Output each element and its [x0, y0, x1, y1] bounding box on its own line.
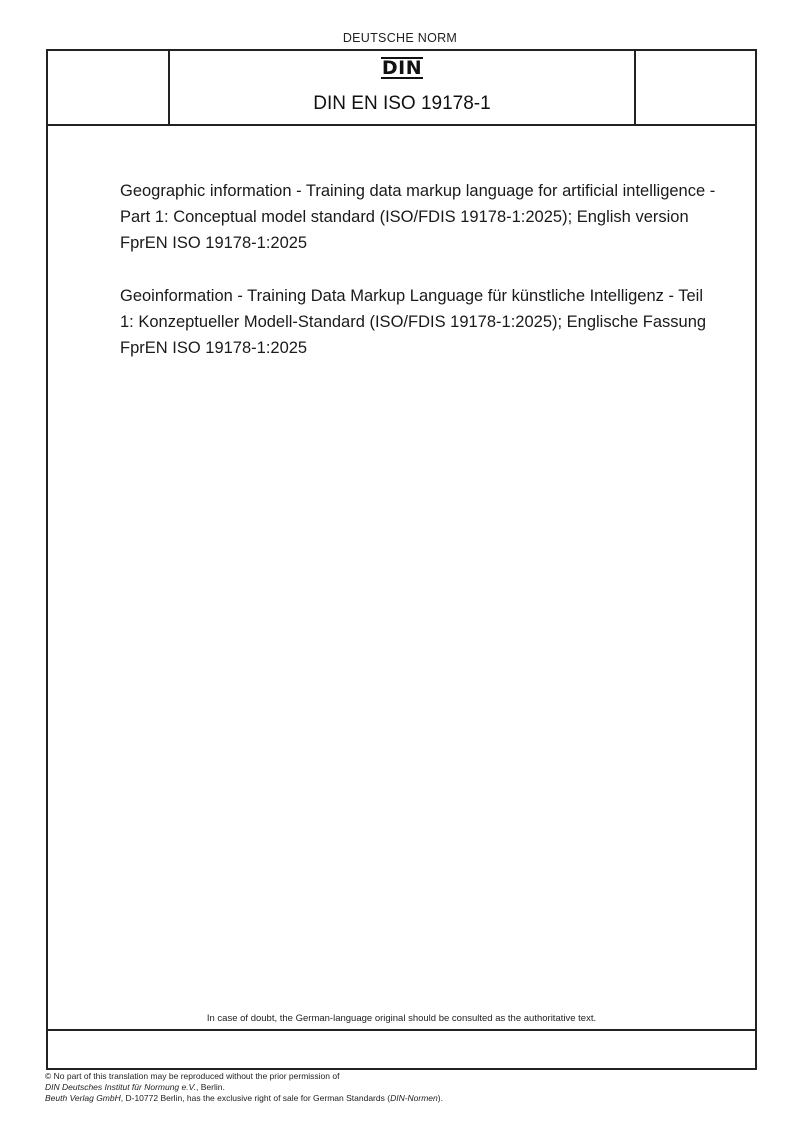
din-institute-name: DIN Deutsches Institut für Normung e.V. [45, 1082, 197, 1092]
header-row [48, 51, 755, 126]
publisher-name: Beuth Verlag GmbH [45, 1093, 121, 1103]
document-frame [46, 49, 757, 1070]
din-logo [170, 57, 634, 79]
header-center-cell [170, 51, 634, 124]
copyright-line-3-end: ). [437, 1093, 443, 1103]
copyright-notice [45, 1071, 745, 1104]
copyright-line-3-mid: , D-10772 Berlin, has the exclusive right of sale for German Standards ( [120, 1093, 391, 1103]
title-english: Geographic information - Training data markup language for artificial intelligence - Part 1: Conceptual model standard (ISO/FDIS 19178-1:2025); English version FprEN ISO 19178-1:2025 [120, 182, 716, 252]
header-right-cell [634, 51, 757, 124]
document-number: DIN EN ISO 19178-1 [313, 93, 491, 114]
series-label: DEUTSCHE NORM [342, 31, 458, 45]
copyright-line-2-rest: , Berlin. [196, 1082, 225, 1092]
header-left-cell [48, 51, 170, 124]
copyright-line-1: © No part of this translation may be reproduced without the prior permission of [45, 1071, 340, 1081]
title-german: Geoinformation - Training Data Markup Language für künstliche Intelligenz - Teil 1: Konzeptueller Modell-Standard (ISO/FDIS 19178-1:2025); Englische Fassung FprEN ISO 19178-1:2025 [120, 287, 707, 357]
din-normen-text: DIN-Normen [390, 1093, 438, 1103]
footer-row [48, 1029, 755, 1070]
authoritative-text-note: In case of doubt, the German-language original should be consulted as the authoritative text. [206, 1013, 597, 1024]
copyright-line-3 [45, 1093, 745, 1104]
din-logo-text: DIN [381, 57, 423, 79]
copyright-line-2 [45, 1082, 745, 1093]
